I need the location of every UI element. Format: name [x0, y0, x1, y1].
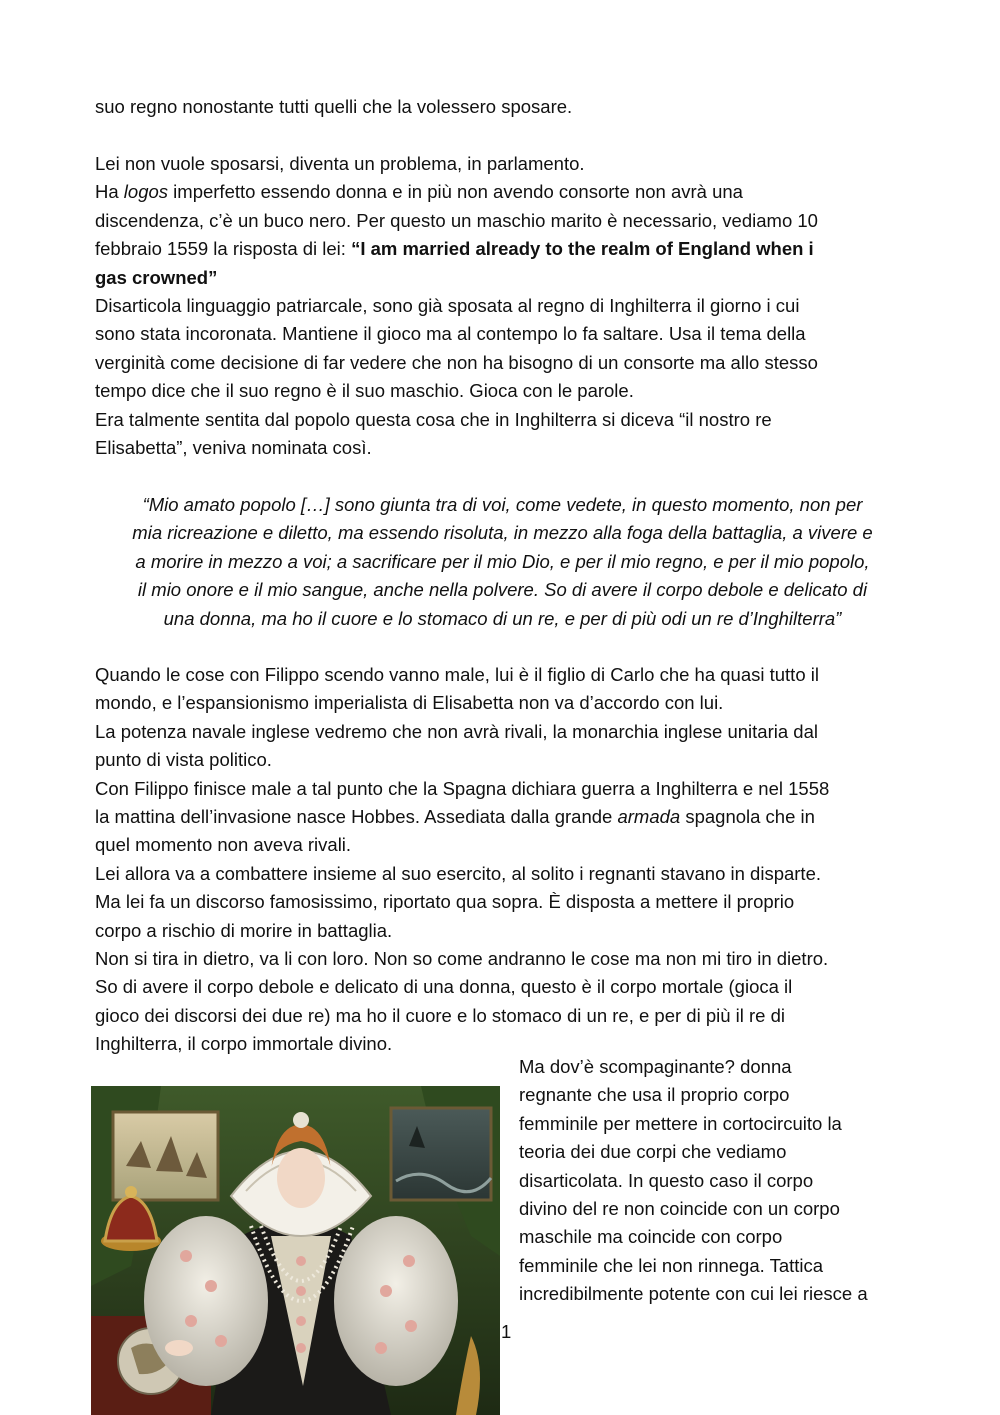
paragraph-marriage — [95, 150, 910, 462]
text-line: femminile che lei non rinnega. Tattica — [519, 1254, 824, 1276]
side-paragraph — [519, 1053, 919, 1309]
text-line: gioco dei discorsi dei due re) ma ho il cuore e lo stomaco di un re, e per di più il re di — [95, 1004, 785, 1026]
text-line: La potenza navale inglese vedremo che non avrà rivali, la monarchia inglese unitaria dal — [95, 720, 818, 742]
text-line: verginità come decisione di far vedere che non ha bisogno di un consorte ma allo stesso — [95, 351, 818, 373]
text-line: teoria dei due corpi che vediamo — [519, 1141, 787, 1163]
text-line: maschile ma coincide con corpo — [519, 1226, 783, 1248]
text-line: discendenza, c’è un buco nero. Per questo un maschio marito è necessario, vediamo 10 — [95, 209, 818, 231]
text-line: quel momento non aveva rivali. — [95, 834, 352, 856]
text-line: disarticolata. In questo caso il corpo — [519, 1169, 814, 1191]
quote-line: a morire in mezzo a voi; a sacrificare per il mio Dio, e per il mio regno, e per il mio popolo, — [135, 550, 870, 572]
italic-term: logos — [123, 181, 169, 203]
speech-quote — [95, 491, 910, 633]
text-line: femminile per mettere in cortocircuito la — [519, 1112, 842, 1134]
paragraph-filippo — [95, 661, 910, 1059]
text-line: Ma lei fa un discorso famosissimo, riportato qua sopra. È disposta a mettere il proprio — [95, 891, 795, 913]
quote-line: una donna, ma ho il cuore e lo stomaco di un re, e per di più odi un re d’Inghilterra” — [163, 607, 842, 629]
text-line: divino del re non coincide con un corpo — [519, 1198, 840, 1220]
text-line — [95, 803, 910, 831]
text-line: Lei allora va a combattere insieme al suo esercito, al solito i regnanti stavano in disparte. — [95, 862, 821, 884]
text-line: Disarticola linguaggio patriarcale, sono già sposata al regno di Inghilterra il giorno i cui — [95, 295, 800, 317]
text-span: spagnola che in — [680, 806, 815, 828]
text-line: Lei non vuole sposarsi, diventa un problema, in parlamento. — [95, 153, 585, 174]
text-line: mondo, e l’espansionismo imperialista di Elisabetta non va d’accordo con lui. — [95, 692, 724, 714]
text-line — [95, 178, 910, 206]
text-line: Quando le cose con Filippo scendo vanno male, lui è il figlio di Carlo che ha quasi tutto il — [95, 664, 819, 685]
bold-quote: “I am married already to the realm of England when i — [351, 238, 814, 260]
quote-line: mia ricreazione e diletto, ma essendo risoluta, in mezzo alla foga della battaglia, a vivere e — [132, 522, 873, 544]
italic-term: armada — [617, 806, 681, 828]
text-line: So di avere il corpo debole e delicato di una donna, questo è il corpo mortale (gioca il — [95, 976, 793, 998]
text-line: Inghilterra, il corpo immortale divino. — [95, 1033, 393, 1055]
text-span: imperfetto essendo donna e in più non avendo consorte non avrà una — [168, 181, 743, 203]
text-line: suo regno nonostante tutti quelli che la volessero sposare. — [95, 96, 573, 117]
text-line: regnante che usa il proprio corpo — [519, 1084, 790, 1106]
text-span: la mattina dell’invasione nasce Hobbes. Assediata dalla grande — [95, 806, 618, 828]
paragraph-intro — [95, 93, 910, 121]
text-line: corpo a rischio di morire in battaglia. — [95, 919, 393, 941]
text-line: Ma dov’è scompaginante? donna — [519, 1056, 792, 1077]
bold-quote: gas crowned” — [95, 266, 218, 288]
text-span: febbraio 1559 la risposta di lei: — [95, 238, 352, 260]
text-line — [95, 264, 910, 292]
text-line: sono stata incoronata. Mantiene il gioco ma al contempo lo fa saltare. Usa il tema della — [95, 323, 806, 345]
text-line: Non si tira in dietro, va li con loro. Non so come andranno le cose ma non mi tiro in dietro. — [95, 948, 829, 970]
text-line: tempo dice che il suo regno è il suo maschio. Gioca con le parole. — [95, 380, 634, 402]
text-line: punto di vista politico. — [95, 749, 272, 771]
quote-line: il mio onore e il mio sangue, anche nella polvere. So di avere il corpo debole e delicato di — [137, 579, 868, 601]
text-span: Ha — [95, 181, 124, 203]
text-line: Elisabetta”, veniva nominata così. — [95, 437, 372, 459]
page-number: 1 — [501, 1321, 512, 1342]
portrait-illustration — [91, 1086, 500, 1415]
text-line: Era talmente sentita dal popolo questa cosa che in Inghilterra si diceva “il nostro re — [95, 408, 772, 430]
text-line — [95, 235, 910, 263]
text-line: Con Filippo finisce male a tal punto che la Spagna dichiara guerra a Inghilterra e nel 1558 — [95, 777, 830, 799]
portrait-image — [91, 1086, 500, 1415]
quote-line: “Mio amato popolo […] sono giunta tra di voi, come vedete, in questo momento, non per — [142, 494, 863, 515]
text-line: incredibilmente potente con cui lei riesce a — [519, 1283, 868, 1305]
